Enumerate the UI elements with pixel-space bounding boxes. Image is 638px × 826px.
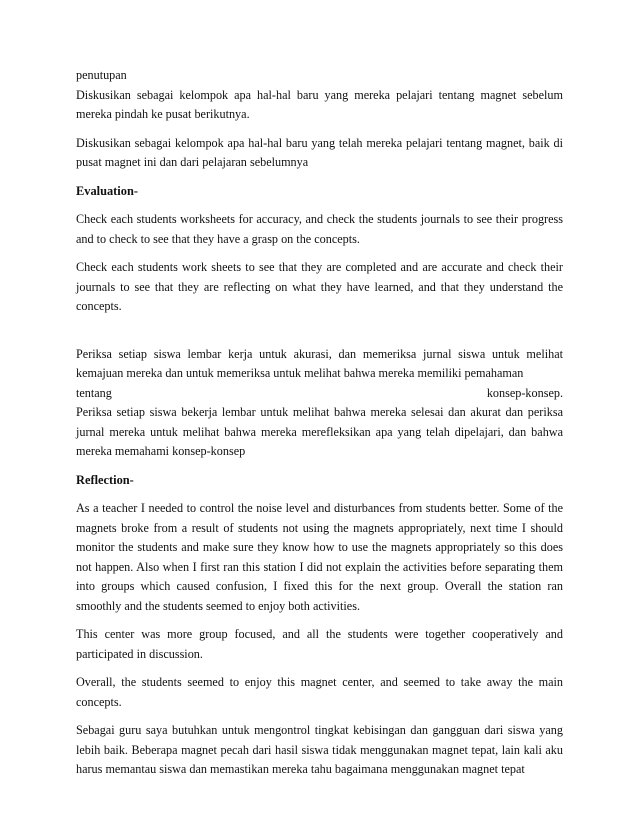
paragraph-sebagai: Sebagai guru saya butuhkan untuk mengontrol tingkat kebisingan dan gangguan dari siswa yang lebih baik. Beberapa magnet pecah dari hasil siswa tidak menggunakan magnet tepat, lain kali aku harus memantau siswa dan memastikan mereka tahu bagaimana menggunakan magnet tepat	[76, 723, 563, 776]
reflection-heading: Reflection-	[76, 472, 134, 487]
paragraph-diskusi-2: Diskusikan sebagai kelompok apa hal-hal baru yang telah mereka pelajari tentang magnet, baik di pusat magnet ini dan dari pelajaran sebelumnya	[76, 135, 563, 169]
penutupan-label: penutupan	[76, 68, 127, 82]
document-page	[76, 66, 563, 780]
paragraph-periksa-1-last-right: konsep-konsep.	[486, 385, 563, 400]
paragraph-periksa-1-last-line	[76, 384, 563, 404]
paragraph-evaluation-1: Check each students worksheets for accuracy, and check the students journals to see their progress and to check to see that they have a grasp on the concepts.	[76, 212, 563, 246]
evaluation-heading: Evaluation-	[76, 183, 138, 198]
paragraph-periksa-2: Periksa setiap siswa bekerja lembar untuk melihat bahwa mereka selesai dan akurat dan periksa jurnal mereka untuk melihat bahwa mereka merefleksikan apa yang telah dipelajari, dan bahwa mereka memahami konsep-konsep	[76, 405, 563, 458]
paragraph-periksa-1-main: Periksa setiap siswa lembar kerja untuk akurasi, dan memeriksa jurnal siswa untuk melihat kemajuan mereka dan untuk memeriksa untuk melihat bahwa mereka memiliki pemahaman	[76, 346, 563, 380]
paragraph-evaluation-2: Check each students work sheets to see that they are completed and are accurate and check their journals to see that they are reflecting on what they have learned, and that they understand the concepts.	[76, 260, 563, 313]
paragraph-reflection-2: This center was more group focused, and all the students were together cooperatively and participated in discussion.	[76, 627, 563, 661]
paragraph-reflection-1: As a teacher I needed to control the noise level and disturbances from students better. Some of the magnets broke from a result of students not using the magnets appropriately, next time I should monitor the students and make sure they know how to use the magnets appropriately so this does not happen. Also when I first ran this station I did not explain the activities before separating them into groups which caused confusion, I fixed this for the next group. Overall the station ran smoothly and the students seemed to enjoy both activities.	[76, 501, 563, 613]
paragraph-periksa-1	[76, 345, 563, 384]
paragraph-periksa-1-last-left: tentang	[76, 385, 112, 400]
paragraph-diskusi-1: Diskusikan sebagai kelompok apa hal-hal baru yang mereka pelajari tentang magnet sebelum mereka pindah ke pusat berikutnya.	[76, 87, 563, 121]
paragraph-reflection-3: Overall, the students seemed to enjoy this magnet center, and seemed to take away the main concepts.	[76, 675, 563, 709]
